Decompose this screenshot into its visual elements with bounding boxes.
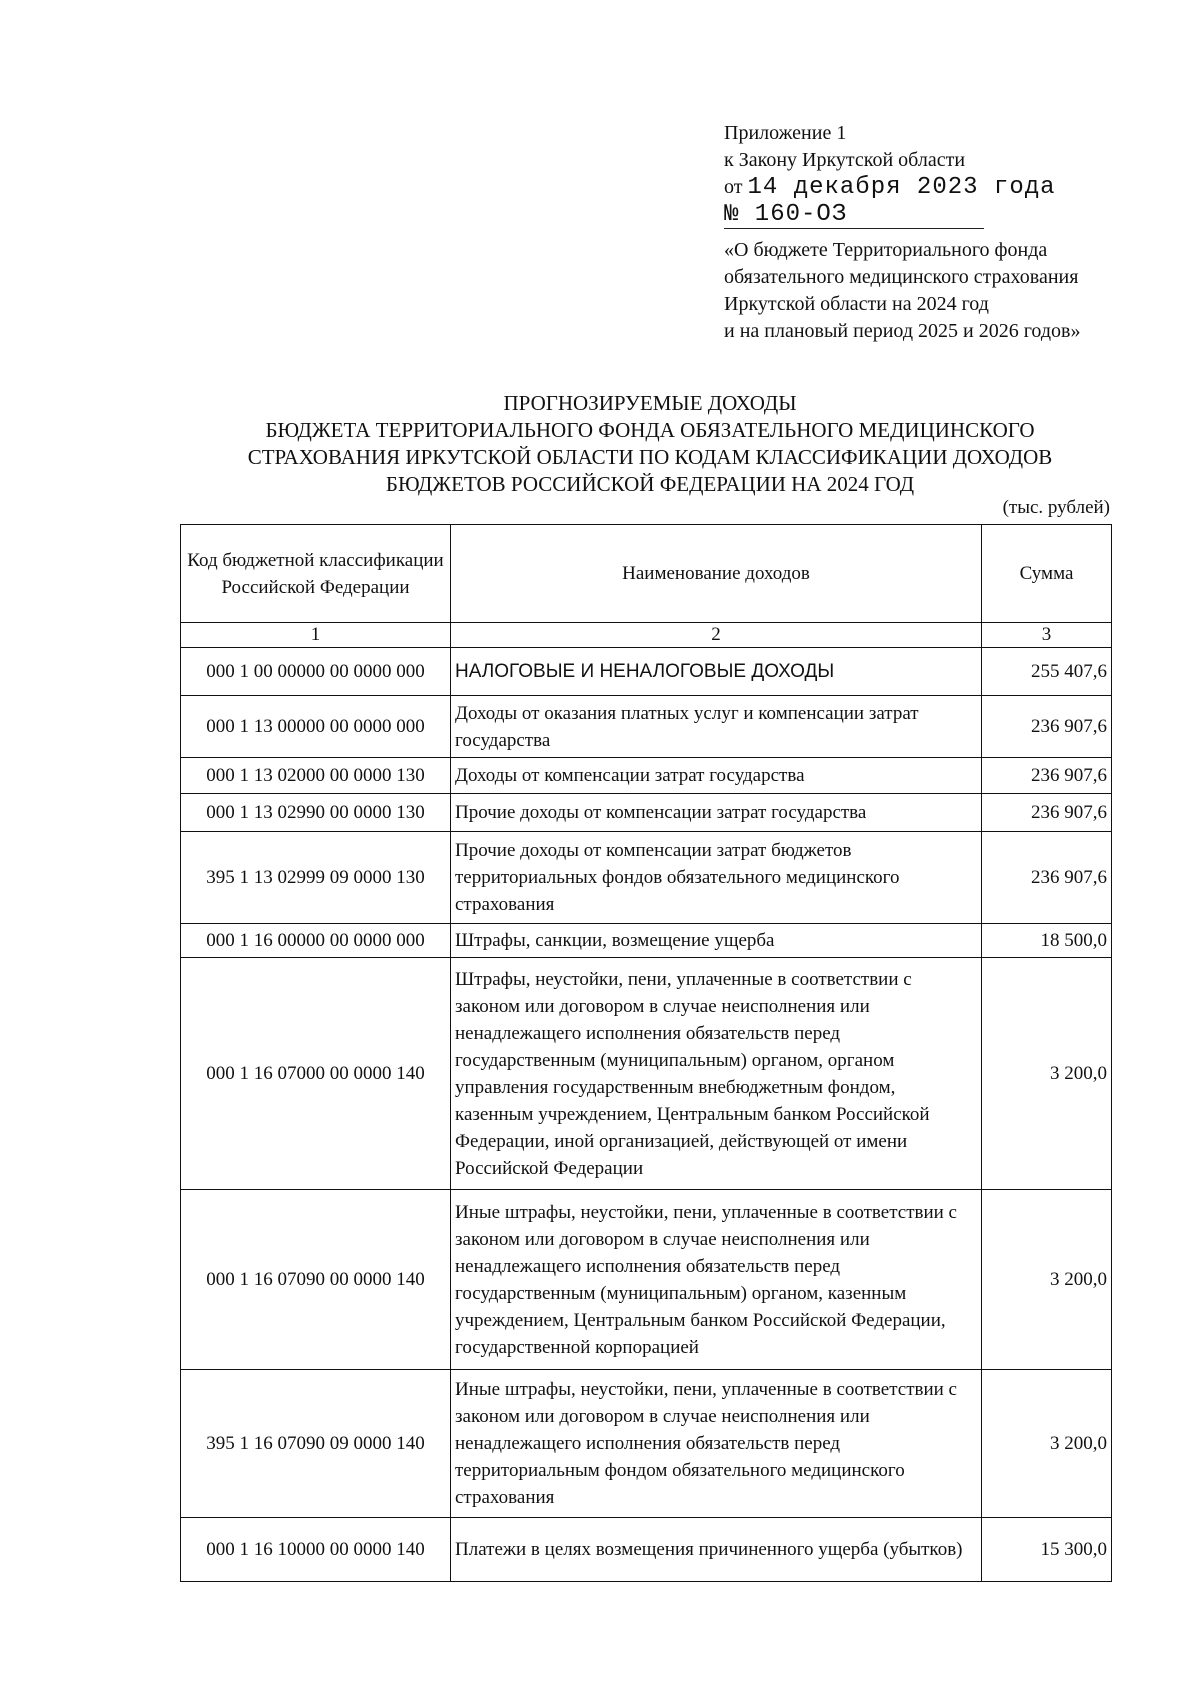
row-sum: 3 200,0 bbox=[982, 1190, 1112, 1370]
row-name: Штрафы, санкции, возмещение ущерба bbox=[451, 924, 982, 958]
appendix-label: Приложение 1 bbox=[724, 122, 847, 144]
row-name: Иные штрафы, неустойки, пени, уплаченные в соответствии с законом или договором в случае неисполнения или ненадлежащего исполнения обязательств перед территориальным фондом обязательного медицинского страхования bbox=[451, 1370, 982, 1518]
header-name: Наименование доходов bbox=[451, 525, 982, 623]
row-code: 000 1 16 10000 00 0000 140 bbox=[181, 1518, 451, 1582]
column-number: 2 bbox=[451, 623, 982, 648]
table-row bbox=[181, 1190, 1112, 1370]
row-name: Прочие доходы от компенсации затрат бюджетов территориальных фондов обязательного медицинского страхования bbox=[451, 832, 982, 924]
row-code: 395 1 16 07090 09 0000 140 bbox=[181, 1370, 451, 1518]
appendix-block bbox=[724, 120, 1164, 345]
row-name: Доходы от компенсации затрат государства bbox=[451, 758, 982, 794]
table-row bbox=[181, 1518, 1112, 1582]
row-code: 000 1 13 02990 00 0000 130 bbox=[181, 794, 451, 832]
unit-label: (тыс. рублей) bbox=[1002, 497, 1110, 518]
row-code: 395 1 13 02999 09 0000 130 bbox=[181, 832, 451, 924]
row-sum: 18 500,0 bbox=[982, 924, 1112, 958]
row-code: 000 1 00 00000 00 0000 000 bbox=[181, 648, 451, 696]
column-number: 3 bbox=[982, 623, 1112, 648]
law-title-line: Иркутской области на 2024 год bbox=[724, 293, 989, 315]
revenue-table bbox=[180, 524, 1112, 1582]
row-sum: 236 907,6 bbox=[982, 696, 1112, 758]
title-line: БЮДЖЕТОВ РОССИЙСКОЙ ФЕДЕРАЦИИ НА 2024 ГОД bbox=[385, 472, 915, 496]
row-sum: 236 907,6 bbox=[982, 832, 1112, 924]
row-name: Платежи в целях возмещения причиненного ущерба (убытков) bbox=[451, 1518, 982, 1582]
row-code: 000 1 16 00000 00 0000 000 bbox=[181, 924, 451, 958]
row-sum: 236 907,6 bbox=[982, 794, 1112, 832]
row-sum: 3 200,0 bbox=[982, 958, 1112, 1190]
law-title-line: и на плановый период 2025 и 2026 годов» bbox=[724, 320, 1081, 342]
table-row bbox=[181, 758, 1112, 794]
table-row bbox=[181, 648, 1112, 696]
law-title-line: обязательного медицинского страхования bbox=[724, 266, 1079, 288]
header-sum: Сумма bbox=[982, 525, 1112, 623]
row-sum: 255 407,6 bbox=[982, 648, 1112, 696]
title-line: ПРОГНОЗИРУЕМЫЕ ДОХОДЫ bbox=[503, 391, 797, 415]
row-sum: 15 300,0 bbox=[982, 1518, 1112, 1582]
column-number-row bbox=[181, 623, 1112, 648]
title-line: СТРАХОВАНИЯ ИРКУТСКОЙ ОБЛАСТИ ПО КОДАМ КЛАССИФИКАЦИИ ДОХОДОВ bbox=[247, 445, 1053, 469]
law-title-line: «О бюджете Территориального фонда bbox=[724, 239, 1048, 261]
table-row bbox=[181, 924, 1112, 958]
appendix-number: № 160-ОЗ bbox=[724, 202, 984, 229]
row-name: Иные штрафы, неустойки, пени, уплаченные в соответствии с законом или договором в случае неисполнения или ненадлежащего исполнения обязательств перед государственным (муниципальным) органом, казенным учреждением, Центральным банком Российской Федерации, государственной корпорацией bbox=[451, 1190, 982, 1370]
appendix-law-ref: к Закону Иркутской области bbox=[724, 149, 966, 171]
title-line: БЮДЖЕТА ТЕРРИТОРИАЛЬНОГО ФОНДА ОБЯЗАТЕЛЬНОГО МЕДИЦИНСКОГО bbox=[265, 418, 1035, 442]
appendix-date: 14 декабря 2023 года bbox=[747, 174, 1056, 201]
row-code: 000 1 16 07000 00 0000 140 bbox=[181, 958, 451, 1190]
header-code: Код бюджетной классификации Российской Федерации bbox=[181, 525, 451, 623]
table-row bbox=[181, 832, 1112, 924]
table-row bbox=[181, 696, 1112, 758]
table-row bbox=[181, 958, 1112, 1190]
row-code: 000 1 13 02000 00 0000 130 bbox=[181, 758, 451, 794]
table-row bbox=[181, 1370, 1112, 1518]
date-prefix: от bbox=[724, 176, 743, 198]
row-name: НАЛОГОВЫЕ И НЕНАЛОГОВЫЕ ДОХОДЫ bbox=[451, 648, 982, 696]
table-header-row bbox=[181, 525, 1112, 623]
row-code: 000 1 13 00000 00 0000 000 bbox=[181, 696, 451, 758]
document-title bbox=[160, 390, 1140, 498]
row-code: 000 1 16 07090 00 0000 140 bbox=[181, 1190, 451, 1370]
row-name: Прочие доходы от компенсации затрат государства bbox=[451, 794, 982, 832]
appendix-date-line bbox=[724, 174, 1164, 201]
row-name: Доходы от оказания платных услуг и компенсации затрат государства bbox=[451, 696, 982, 758]
column-number: 1 bbox=[181, 623, 451, 648]
law-title bbox=[724, 237, 1164, 345]
appendix-number-line bbox=[724, 201, 1164, 229]
row-sum: 3 200,0 bbox=[982, 1370, 1112, 1518]
row-sum: 236 907,6 bbox=[982, 758, 1112, 794]
table-row bbox=[181, 794, 1112, 832]
row-name: Штрафы, неустойки, пени, уплаченные в соответствии с законом или договором в случае неисполнения или ненадлежащего исполнения обязательств перед государственным (муниципальным) органом, органом управления государственным внебюджетным фондом, казенным учреждением, Центральным банком Российской Федерации, иной организацией, действующей от имени Российской Федерации bbox=[451, 958, 982, 1190]
